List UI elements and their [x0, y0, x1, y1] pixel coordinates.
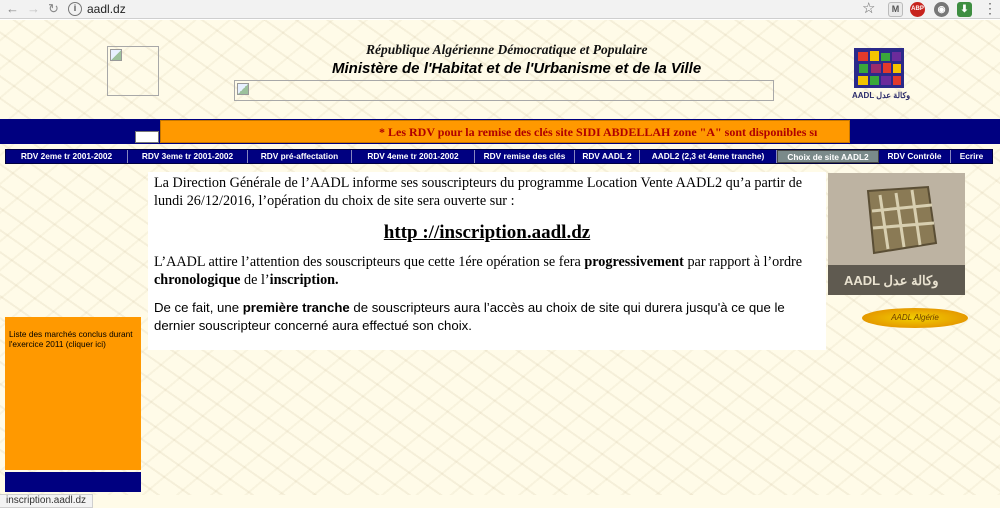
emphasis-chronologique: chronologique: [154, 271, 241, 288]
nav-item-rdv-remise-cles[interactable]: RDV remise des clés: [475, 150, 575, 163]
broken-image-icon: [110, 49, 122, 61]
nav-item-rdv-pre-affectation[interactable]: RDV pré-affectation: [248, 150, 352, 163]
page-body: [0, 20, 1000, 495]
tranche-paragraph: [154, 299, 820, 335]
text-segment: de l’: [240, 271, 270, 288]
info-icon[interactable]: i: [68, 2, 82, 16]
browser-toolbar: [0, 0, 1000, 19]
download-extension-icon[interactable]: ⬇: [957, 2, 972, 17]
reload-icon[interactable]: ↻: [48, 1, 59, 16]
ministry-title: Ministère de l'Habitat et de l'Urbanisme et de la Ville: [332, 60, 702, 77]
sidebar-box: [5, 317, 141, 470]
aadl-algerie-badge[interactable]: AADL Algérie: [862, 308, 968, 328]
gmail-extension-icon[interactable]: M: [888, 2, 903, 17]
nav-item-choix-site[interactable]: Choix de site AADL2: [777, 150, 879, 163]
main-content: [148, 172, 826, 350]
adblock-extension-icon[interactable]: ABP: [910, 2, 925, 17]
nav-item-ecrire[interactable]: Ecrire: [959, 151, 984, 161]
marquee-box: [160, 120, 850, 143]
emphasis-progressivement: progressivement: [584, 254, 684, 270]
broken-image-left: [107, 46, 159, 96]
back-arrow-icon[interactable]: ←: [6, 1, 19, 16]
inscription-link[interactable]: http ://inscription.aadl.dz: [383, 222, 591, 243]
aadl-emblem-icon: [828, 173, 965, 295]
republic-title: République Algérienne Démocratique et Populaire: [366, 42, 648, 57]
aadl-building-photo: [828, 173, 965, 295]
text-segment: par rapport à l’ordre: [683, 254, 803, 270]
bookmark-star-icon[interactable]: ☆: [862, 0, 876, 17]
nav-item-rdv-aadl2[interactable]: RDV AADL 2: [575, 150, 640, 163]
broken-image-icon: [237, 83, 249, 95]
text-segment: De ce fait, une: [154, 300, 243, 315]
aadl-logo-icon: [852, 46, 906, 90]
text-segment: L’AADL attire l’attention des souscripteurs que cette 1ére opération se fera: [154, 254, 585, 270]
intro-paragraph: La Direction Générale de l’AADL informe ses souscripteurs du programme Location Vente AADL2 qu’a partir de lundi 26/12/2016, l’opération du choix de site sera ouverte sur :: [154, 175, 803, 209]
link-line: [154, 222, 820, 244]
photo-caption: AADL وكالة عدل: [844, 273, 939, 288]
attention-paragraph: [154, 254, 820, 289]
text-segment: de souscripteurs aura l’accès au choix de site qui durera jusqu'à ce que le dernier souscripteur concerné aura effectué son choix.: [154, 300, 785, 333]
menu-dots-icon[interactable]: ⋮: [983, 0, 997, 16]
broken-image-banner: [234, 80, 774, 101]
page-bottom-fill: [0, 495, 1000, 508]
sidebar-link-marches[interactable]: Liste des marchés conclus durant l'exercice 2011 (cliquer ici): [9, 329, 133, 349]
nav-item-rdv-controle[interactable]: RDV Contrôle: [879, 150, 951, 163]
nav-item-rdv-4eme[interactable]: RDV 4eme tr 2001-2002: [352, 150, 475, 163]
small-image-button[interactable]: [135, 131, 159, 143]
marquee-text[interactable]: * Les RDV pour la remise des clés site SIDI ABDELLAH zone "A" sont disponibles sı: [379, 125, 818, 139]
emphasis-inscription: inscription.: [269, 271, 339, 288]
emphasis-premiere-tranche: première tranche: [242, 300, 350, 315]
address-bar[interactable]: aadl.dz: [87, 2, 126, 16]
sidebar-footer-bar: [5, 472, 141, 492]
nav-item-aadl2-tranches[interactable]: AADL2 (2,3 et 4eme tranche): [640, 150, 777, 163]
status-bar: inscription.aadl.dz: [0, 494, 93, 508]
nav-item-rdv-2eme[interactable]: RDV 2eme tr 2001-2002: [6, 150, 128, 163]
nav-menu: [5, 149, 993, 164]
eye-extension-icon[interactable]: ◉: [934, 2, 949, 17]
nav-item-rdv-3eme[interactable]: RDV 3eme tr 2001-2002: [128, 150, 248, 163]
forward-arrow-icon[interactable]: →: [27, 1, 40, 16]
logo-caption: AADL وكالة عدل: [852, 91, 911, 100]
